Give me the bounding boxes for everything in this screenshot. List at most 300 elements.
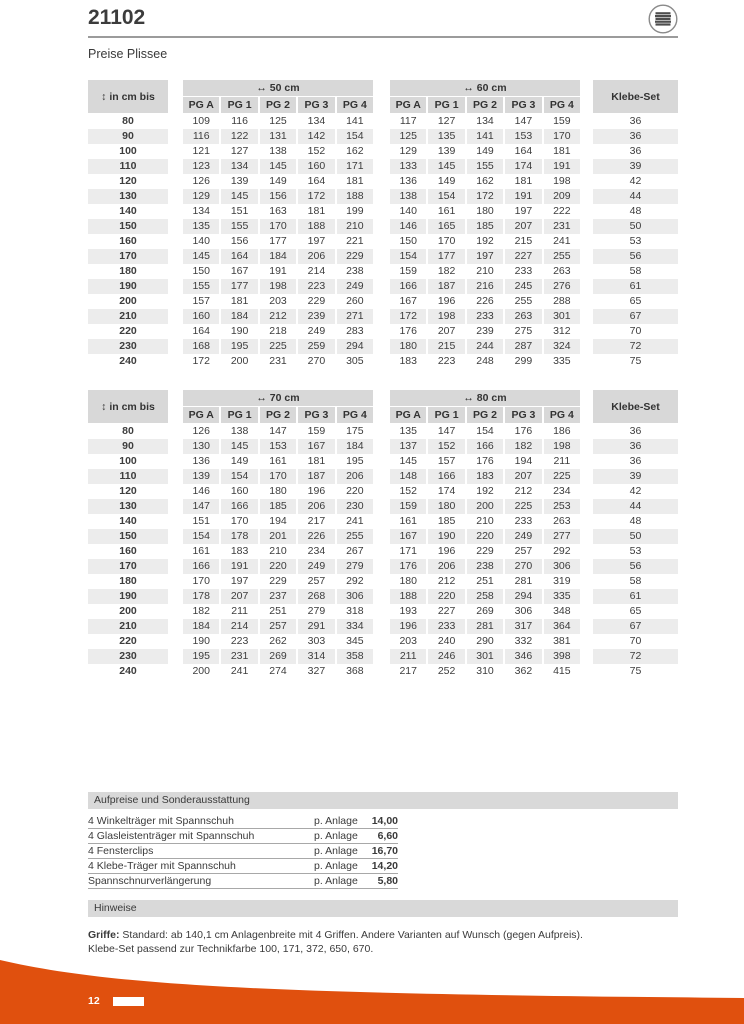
price-cell: 154 <box>476 425 494 437</box>
width-group-header <box>183 80 373 113</box>
price-cell: 257 <box>307 575 326 587</box>
height-cell: 230 <box>88 649 168 664</box>
price-cell: 138 <box>390 189 426 204</box>
price-cells <box>390 309 580 324</box>
price-cell: 190 <box>192 635 210 647</box>
price-cell: 192 <box>476 485 494 497</box>
table-row <box>88 129 678 144</box>
klebe-cell: 36 <box>629 145 642 157</box>
table-row <box>88 144 678 159</box>
price-cell: 166 <box>467 439 503 454</box>
height-cell: 130 <box>88 189 168 204</box>
height-cell: 140 <box>119 205 137 217</box>
price-cell: 177 <box>428 249 464 264</box>
price-cell: 170 <box>544 129 580 144</box>
price-cell: 312 <box>553 325 571 337</box>
price-cell: 335 <box>553 355 571 367</box>
surcharge-label: 4 Winkelträger mit Spannschuh <box>88 815 234 827</box>
price-cell: 291 <box>298 619 334 634</box>
price-cell: 181 <box>230 295 249 307</box>
surcharge-unit: p. Anlage <box>314 815 358 827</box>
price-cell: 215 <box>428 339 464 354</box>
price-cell: 155 <box>467 159 503 174</box>
table-body <box>88 424 678 679</box>
height-cell: 120 <box>119 485 137 497</box>
height-cell: 220 <box>119 325 137 337</box>
price-cell: 198 <box>553 175 571 187</box>
klebe-cell: 70 <box>629 635 642 647</box>
klebe-cell: 44 <box>593 189 678 204</box>
price-cell: 191 <box>221 559 257 574</box>
price-cell: 176 <box>390 559 426 574</box>
pg-column-header: PG A <box>183 97 219 113</box>
price-cell: 172 <box>192 355 210 367</box>
table-row <box>88 664 678 679</box>
price-cell: 283 <box>346 325 364 337</box>
page-subtitle: Preise Plissee <box>88 47 168 61</box>
price-cell: 178 <box>183 589 219 604</box>
price-cell: 139 <box>437 145 456 157</box>
table-row <box>88 454 678 469</box>
price-cell: 269 <box>260 649 296 664</box>
klebe-cell: 75 <box>629 665 642 677</box>
price-cell: 180 <box>476 205 494 217</box>
price-cell: 229 <box>269 575 287 587</box>
surcharge-label: 4 Glasleistenträger mit Spannschuh <box>88 830 255 842</box>
price-cell: 187 <box>428 279 464 294</box>
price-cell: 226 <box>476 295 494 307</box>
price-cell: 170 <box>192 575 210 587</box>
price-cell: 305 <box>346 355 364 367</box>
price-cell: 126 <box>192 175 210 187</box>
price-cell: 220 <box>346 485 364 497</box>
price-cell: 220 <box>260 559 296 574</box>
price-cell: 220 <box>428 589 464 604</box>
table-row <box>88 249 678 264</box>
price-cell: 167 <box>390 529 426 544</box>
price-cells <box>390 529 580 544</box>
pg-column-header: PG 1 <box>428 407 464 423</box>
table-body <box>88 114 678 369</box>
price-cells <box>390 249 580 264</box>
price-cell: 160 <box>183 309 219 324</box>
price-cell: 152 <box>428 439 464 454</box>
price-cell: 125 <box>269 115 287 127</box>
price-cell: 140 <box>192 235 210 247</box>
price-cell: 155 <box>221 219 257 234</box>
price-cells <box>183 189 373 204</box>
price-cell: 199 <box>346 205 364 217</box>
price-cell: 221 <box>346 235 364 247</box>
height-cell: 200 <box>119 295 137 307</box>
price-cell: 180 <box>399 575 417 587</box>
price-cell: 216 <box>467 279 503 294</box>
price-cell: 225 <box>260 339 296 354</box>
price-cell: 181 <box>346 175 364 187</box>
price-cell: 319 <box>553 575 571 587</box>
price-cell: 185 <box>437 515 456 527</box>
price-cell: 159 <box>399 265 417 277</box>
price-cell: 150 <box>192 265 210 277</box>
table-row <box>88 559 678 574</box>
price-cells <box>390 144 580 159</box>
notes-griffe-text: Standard: ab 140,1 cm Anlagenbreite mit 4 Griffen. Andere Varianten auf Wunsch (gegen Aufpreis). <box>119 929 583 941</box>
price-cell: 198 <box>260 279 296 294</box>
klebe-cell: 65 <box>629 295 642 307</box>
price-cell: 368 <box>346 665 364 677</box>
price-cell: 156 <box>230 235 249 247</box>
price-cell: 220 <box>467 529 503 544</box>
price-cell: 197 <box>467 249 503 264</box>
klebe-cell: 58 <box>629 265 642 277</box>
price-cell: 251 <box>269 605 287 617</box>
price-cell: 230 <box>337 499 373 514</box>
price-cell: 184 <box>221 309 257 324</box>
price-cell: 151 <box>192 515 210 527</box>
price-cell: 249 <box>307 325 326 337</box>
price-cells <box>390 499 580 514</box>
table-row <box>88 439 678 454</box>
klebe-cell: 65 <box>629 605 642 617</box>
height-cell: 240 <box>119 665 137 677</box>
price-cell: 231 <box>269 355 287 367</box>
price-cell: 159 <box>390 499 426 514</box>
price-cell: 212 <box>514 485 533 497</box>
price-cell: 140 <box>399 205 417 217</box>
price-cell: 345 <box>346 635 364 647</box>
price-cell: 211 <box>231 605 248 617</box>
pg-column-header: PG 4 <box>544 407 580 423</box>
price-cell: 255 <box>337 529 373 544</box>
table-row <box>88 279 678 294</box>
price-cell: 249 <box>505 529 541 544</box>
klebe-cell: 39 <box>593 469 678 484</box>
price-cell: 153 <box>505 129 541 144</box>
price-cell: 227 <box>505 249 541 264</box>
price-cell: 294 <box>505 589 541 604</box>
surcharge-unit: p. Anlage <box>314 830 358 842</box>
klebe-cell: 53 <box>629 545 642 557</box>
price-cell: 299 <box>514 355 533 367</box>
klebe-cell: 67 <box>593 309 678 324</box>
price-cell: 253 <box>544 499 580 514</box>
pg-column-header: PG 3 <box>298 97 334 113</box>
price-cell: 164 <box>221 249 257 264</box>
price-cells <box>390 294 580 309</box>
price-cell: 415 <box>553 665 571 677</box>
price-cells <box>390 454 580 469</box>
price-cells <box>183 309 373 324</box>
price-cell: 251 <box>476 575 494 587</box>
surcharge-price: 16,70 <box>371 845 398 857</box>
price-cell: 136 <box>399 175 417 187</box>
height-cell: 190 <box>88 279 168 294</box>
klebe-cell: 50 <box>593 219 678 234</box>
klebe-cell: 36 <box>629 455 642 467</box>
price-table-70-80 <box>88 390 678 679</box>
price-cells <box>390 324 580 339</box>
price-cell: 301 <box>544 309 580 324</box>
price-cell: 154 <box>390 249 426 264</box>
height-cell: 210 <box>88 309 168 324</box>
price-cells <box>390 114 580 129</box>
price-cell: 327 <box>307 665 326 677</box>
price-cell: 177 <box>221 279 257 294</box>
price-cell: 229 <box>337 249 373 264</box>
price-cell: 195 <box>346 455 364 467</box>
price-cell: 239 <box>476 325 494 337</box>
price-cell: 211 <box>553 455 571 467</box>
price-cell: 218 <box>269 325 287 337</box>
surcharge-row <box>88 844 398 859</box>
price-cell: 255 <box>514 295 533 307</box>
price-cell: 122 <box>221 129 257 144</box>
price-cell: 131 <box>260 129 296 144</box>
price-cell: 200 <box>192 665 210 677</box>
klebe-cell: 36 <box>629 425 642 437</box>
klebe-cell: 50 <box>593 529 678 544</box>
price-cell: 156 <box>260 189 296 204</box>
price-cell: 117 <box>399 115 417 127</box>
price-cell: 166 <box>390 279 426 294</box>
price-cell: 181 <box>553 145 571 157</box>
price-cell: 274 <box>269 665 287 677</box>
price-cell: 348 <box>553 605 571 617</box>
table-row <box>88 114 678 129</box>
table-row <box>88 294 678 309</box>
price-cells <box>183 619 373 634</box>
price-cells <box>183 114 373 129</box>
title-rule <box>88 36 678 38</box>
price-cell: 167 <box>399 295 417 307</box>
price-cell: 281 <box>467 619 503 634</box>
price-cell: 398 <box>544 649 580 664</box>
price-cell: 303 <box>307 635 326 647</box>
price-cells <box>390 649 580 664</box>
price-cell: 231 <box>544 219 580 234</box>
price-cell: 241 <box>553 235 571 247</box>
price-cells <box>183 439 373 454</box>
price-cell: 145 <box>221 189 257 204</box>
price-cell: 200 <box>230 355 249 367</box>
price-cell: 172 <box>390 309 426 324</box>
price-cells <box>390 589 580 604</box>
price-cell: 255 <box>544 249 580 264</box>
price-cell: 134 <box>476 115 494 127</box>
price-cell: 142 <box>298 129 334 144</box>
price-cell: 263 <box>553 515 571 527</box>
notes-body <box>88 928 678 956</box>
price-cell: 149 <box>476 145 494 157</box>
price-cell: 141 <box>467 129 503 144</box>
price-cells <box>183 159 373 174</box>
price-cells <box>390 354 580 369</box>
price-group-columns <box>183 97 373 113</box>
klebe-cell: 67 <box>593 619 678 634</box>
price-cells <box>183 249 373 264</box>
price-cells <box>183 144 373 159</box>
width-group-label: ↔ 80 cm <box>390 390 580 406</box>
klebe-cell: 61 <box>593 589 678 604</box>
table-row <box>88 499 678 514</box>
price-cells <box>390 439 580 454</box>
price-cell: 134 <box>307 115 326 127</box>
price-cell: 318 <box>346 605 364 617</box>
price-cell: 190 <box>428 529 464 544</box>
price-cell: 170 <box>260 469 296 484</box>
price-cell: 223 <box>298 279 334 294</box>
price-cell: 145 <box>428 159 464 174</box>
price-cell: 231 <box>221 649 257 664</box>
price-cell: 127 <box>437 115 456 127</box>
height-cell: 110 <box>88 159 168 174</box>
price-cell: 150 <box>399 235 417 247</box>
pg-column-header: PG A <box>390 97 426 113</box>
table-row <box>88 529 678 544</box>
table-row <box>88 484 678 499</box>
height-cell: 220 <box>119 635 137 647</box>
price-cell: 210 <box>337 219 373 234</box>
price-cells <box>183 634 373 649</box>
price-cell: 207 <box>505 469 541 484</box>
price-group-columns <box>390 97 580 113</box>
price-cell: 238 <box>346 265 364 277</box>
price-cells <box>183 279 373 294</box>
price-cell: 214 <box>221 619 257 634</box>
klebe-cell: 72 <box>593 339 678 354</box>
price-cell: 138 <box>269 145 287 157</box>
price-cell: 196 <box>390 619 426 634</box>
klebe-cell: 42 <box>629 175 642 187</box>
price-group-columns <box>390 407 580 423</box>
price-cell: 121 <box>192 145 210 157</box>
price-cell: 183 <box>467 469 503 484</box>
notes-griffe-label: Griffe: <box>88 929 120 941</box>
price-cell: 233 <box>467 309 503 324</box>
pg-column-header: PG 3 <box>298 407 334 423</box>
price-cell: 188 <box>390 589 426 604</box>
price-cells <box>183 339 373 354</box>
price-cell: 148 <box>390 469 426 484</box>
pg-column-header: PG 2 <box>260 97 296 113</box>
height-cell: 100 <box>119 145 137 157</box>
height-cell: 170 <box>88 559 168 574</box>
price-cell: 134 <box>221 159 257 174</box>
price-cells <box>390 604 580 619</box>
price-cell: 324 <box>544 339 580 354</box>
price-cell: 226 <box>298 529 334 544</box>
price-cell: 191 <box>544 159 580 174</box>
price-cell: 166 <box>428 469 464 484</box>
height-cell: 140 <box>119 515 137 527</box>
price-cell: 155 <box>183 279 219 294</box>
notes-line-klebeset: Klebe-Set passend zur Technikfarbe 100, 171, 372, 650, 670. <box>88 943 374 955</box>
price-cell: 358 <box>337 649 373 664</box>
price-cell: 180 <box>428 499 464 514</box>
price-cell: 229 <box>476 545 494 557</box>
price-cells <box>390 189 580 204</box>
price-cell: 184 <box>337 439 373 454</box>
price-cell: 159 <box>307 425 326 437</box>
price-cell: 145 <box>399 455 417 467</box>
price-cell: 147 <box>269 425 287 437</box>
height-cell: 230 <box>88 339 168 354</box>
klebe-cell: 53 <box>629 235 642 247</box>
price-cell: 206 <box>337 469 373 484</box>
height-cell: 180 <box>119 265 137 277</box>
surcharge-price: 6,60 <box>377 830 398 842</box>
price-cells <box>390 484 580 499</box>
surcharge-row <box>88 874 398 889</box>
height-cell: 190 <box>88 589 168 604</box>
price-cell: 306 <box>514 605 533 617</box>
price-cell: 194 <box>269 515 287 527</box>
price-group-columns <box>183 407 373 423</box>
price-cell: 381 <box>553 635 571 647</box>
price-cell: 214 <box>307 265 326 277</box>
price-cell: 210 <box>476 265 494 277</box>
height-cell: 90 <box>88 439 168 454</box>
price-cell: 292 <box>346 575 364 587</box>
price-cell: 161 <box>269 455 287 467</box>
width-group-label: ↔ 70 cm <box>183 390 373 406</box>
table-row <box>88 234 678 249</box>
price-cell: 181 <box>514 175 533 187</box>
price-cells <box>183 544 373 559</box>
footer-white-box <box>113 997 144 1006</box>
height-cell: 170 <box>88 249 168 264</box>
page-number: 12 <box>88 995 100 1007</box>
price-cell: 196 <box>437 295 456 307</box>
price-cell: 234 <box>307 545 326 557</box>
height-cell: 160 <box>119 545 137 557</box>
width-group-label: ↔ 60 cm <box>390 80 580 96</box>
footer <box>88 995 144 1007</box>
price-cell: 210 <box>269 545 287 557</box>
pg-column-header: PG 1 <box>221 97 257 113</box>
pg-column-header: PG 4 <box>544 97 580 113</box>
klebe-cell: 36 <box>593 129 678 144</box>
price-cells <box>390 219 580 234</box>
price-cell: 136 <box>192 455 210 467</box>
height-cell: 240 <box>119 355 137 367</box>
pg-column-header: PG 1 <box>428 97 464 113</box>
klebe-cell: 36 <box>629 115 642 127</box>
table-header <box>88 390 678 423</box>
price-cell: 172 <box>298 189 334 204</box>
price-cell: 146 <box>390 219 426 234</box>
price-cell: 252 <box>437 665 456 677</box>
price-cell: 159 <box>553 115 571 127</box>
price-cell: 212 <box>260 309 296 324</box>
price-cell: 334 <box>337 619 373 634</box>
price-cell: 290 <box>476 635 494 647</box>
price-cell: 130 <box>183 439 219 454</box>
price-cell: 217 <box>307 515 326 527</box>
price-cell: 238 <box>467 559 503 574</box>
price-cells <box>390 619 580 634</box>
footer-swoosh <box>0 954 744 1024</box>
price-cell: 193 <box>399 605 417 617</box>
price-cell: 246 <box>428 649 464 664</box>
price-cells <box>183 529 373 544</box>
surcharges-section <box>88 792 678 889</box>
height-cell: 210 <box>88 619 168 634</box>
klebe-set-header: Klebe-Set <box>593 80 678 113</box>
plissee-icon <box>648 4 678 34</box>
price-cell: 116 <box>183 129 219 144</box>
price-cell: 306 <box>544 559 580 574</box>
